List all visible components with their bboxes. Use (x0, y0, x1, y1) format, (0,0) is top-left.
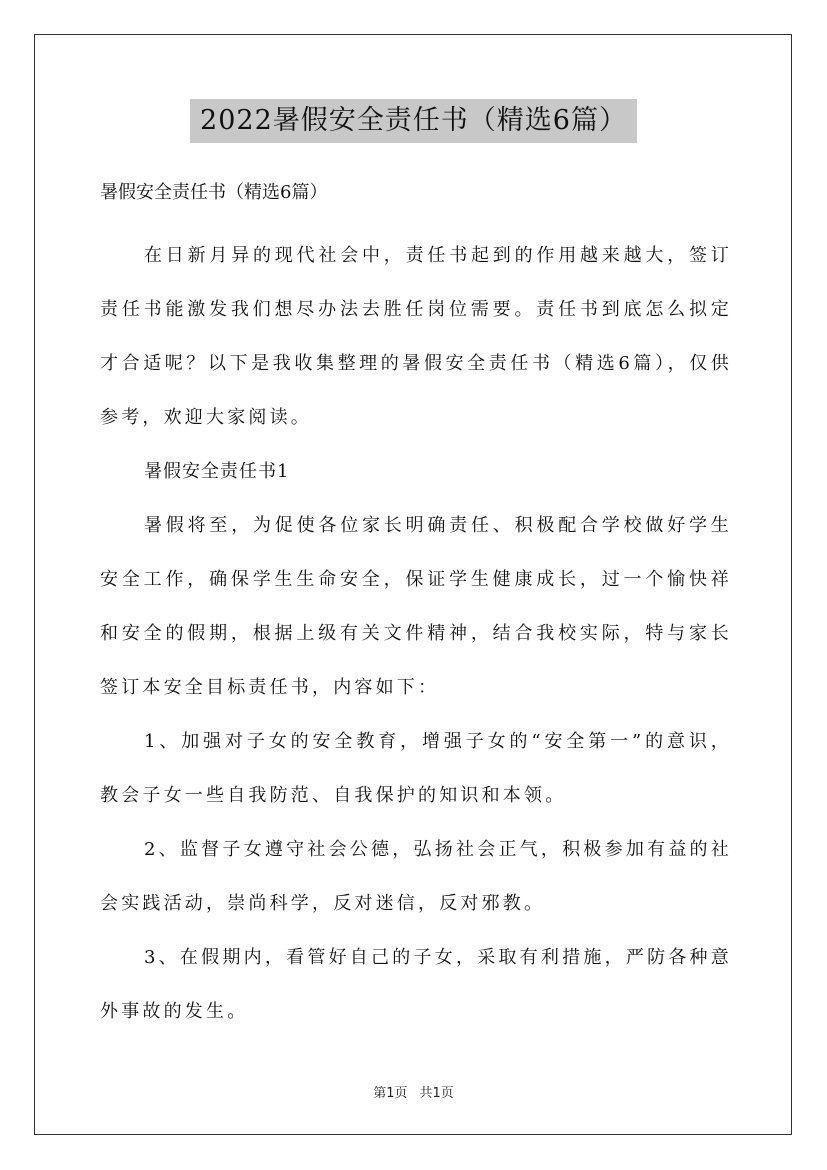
page-footer (0, 1082, 827, 1101)
page-number: 第1页 (373, 1086, 408, 1101)
document-title: 2022暑假安全责任书（精选6篇） (190, 99, 637, 143)
section-paragraph: 暑假将至，为促使各位家长明确责任、积极配合学校做好学生安全工作，确保学生生命安全，保证学生健康成长，过一个愉快祥和安全的假期，根据上级有关文件精神，结合我校实际，特与家长签订本安全目标责任书，内容如下： (100, 515, 732, 698)
document-body (100, 175, 732, 1039)
intro-paragraph: 在日新月异的现代社会中，责任书起到的作用越来越大，签订责任书能激发我们想尽办法去胜任岗位需要。责任书到底怎么拟定才合适呢？以下是我收集整理的暑假安全责任书（精选6篇），仅供参考，欢迎大家阅读。 (100, 245, 732, 428)
section-paragraph: 1、加强对子女的安全教育，增强子女的“安全第一”的意识，教会子女一些自我防范、自我保护的知识和本领。 (100, 731, 732, 806)
section-paragraph: 3、在假期内，看管好自己的子女，采取有利措施，严防各种意外事故的发生。 (100, 947, 732, 1022)
document-subtitle: 暑假安全责任书（精选6篇） (100, 182, 328, 203)
page-total: 共1页 (419, 1086, 454, 1101)
section-paragraph: 2、监督子女遵守社会公德，弘扬社会正气，积极参加有益的社会实践活动，崇尚科学，反对迷信，反对邪教。 (100, 839, 732, 914)
title-area (0, 99, 827, 143)
section-heading: 暑假安全责任书1 (144, 461, 290, 482)
